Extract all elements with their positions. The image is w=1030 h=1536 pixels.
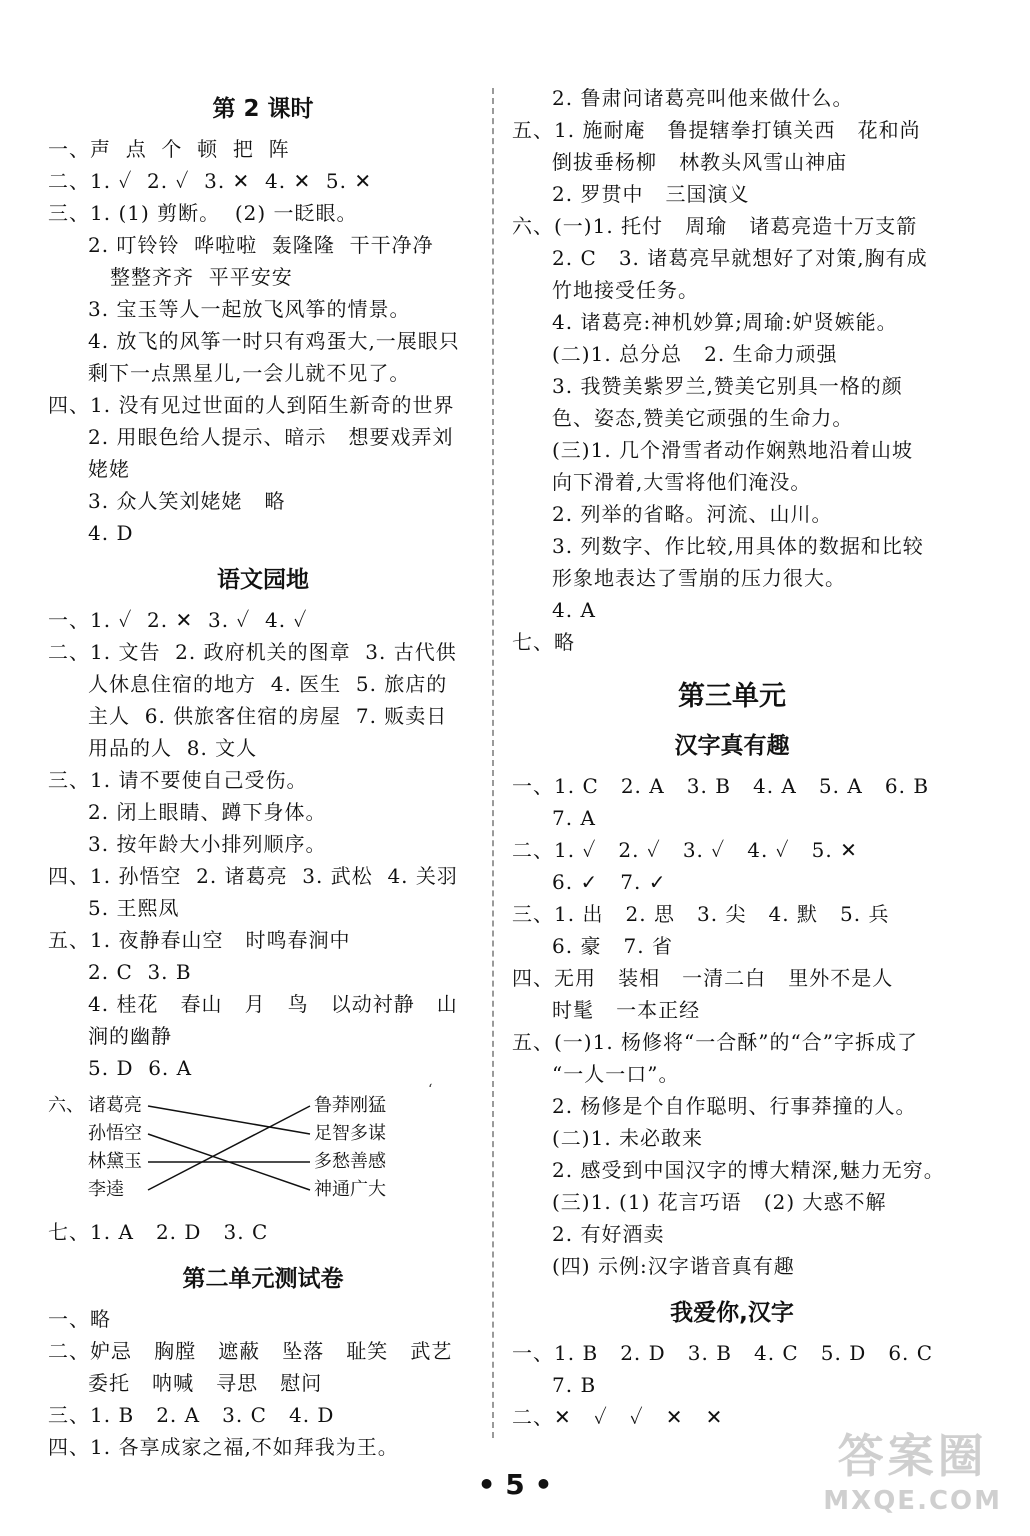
answer-line: 5. 王熙凤 <box>88 896 180 920</box>
answer-line: 三、1. B 2. A 3. C 4. D <box>48 1403 335 1427</box>
answer-line: 四、1. 孙悟空 2. 诸葛亮 3. 武松 4. 关羽 <box>48 864 458 888</box>
match-trait: 多愁善感 <box>314 1151 386 1172</box>
match-trait: 神通广大 <box>314 1179 386 1200</box>
answer-line: 2. 闭上眼睛、蹲下身体。 <box>88 800 327 824</box>
stray-mark: ‘ <box>428 1082 433 1098</box>
answer-line: 委托 呐喊 寻思 慰问 <box>88 1371 323 1395</box>
answer-line: 五、1. 夜静春山空 时鸣春涧中 <box>48 928 351 952</box>
answer-line: 3. 宝玉等人一起放飞风筝的情景。 <box>88 297 411 321</box>
answer-line: 七、1. A 2. D 3. C <box>48 1220 269 1244</box>
answer-line: 一、声 点 个 顿 把 阵 <box>48 137 290 161</box>
answer-line: 向下滑着,大雪将他们淹没。 <box>552 470 812 494</box>
left-column <box>48 78 478 1463</box>
section-title-lesson2: 第 2 课时 <box>212 96 314 122</box>
answer-line: 四、1. 各享成家之福,不如拜我为王。 <box>48 1435 399 1459</box>
answer-line: 二、1. ✓ 2. ✓ 3. ✕ 4. ✕ 5. ✕ <box>48 169 373 193</box>
answer-line: 3. 按年龄大小排列顺序。 <box>88 832 327 856</box>
matching-exercise <box>48 1088 478 1216</box>
answer-line: 姥姥 <box>88 457 130 481</box>
answer-line: (三)1. 几个滑雪者动作娴熟地沿着山坡 <box>552 438 914 462</box>
answer-line: 六、(一)1. 托付 周瑜 诸葛亮造十万支箭 <box>512 214 918 238</box>
answer-line: 五、1. 施耐庵 鲁提辖拳打镇关西 花和尚 <box>512 118 921 142</box>
answer-line: 7. A <box>552 806 596 830</box>
answer-line: 2. 叮铃铃 哗啦啦 轰隆隆 干干净净 <box>88 233 434 257</box>
match-name: 诸葛亮 <box>88 1095 142 1116</box>
answer-line: 四、无用 装相 一清二白 里外不是人 <box>512 966 894 990</box>
column-divider <box>492 88 494 1438</box>
watermark-logo <box>823 1420 1002 1516</box>
answer-line: 7. B <box>552 1373 597 1397</box>
answer-line: 二、1. 文告 2. 政府机关的图章 3. 古代供 <box>48 640 457 664</box>
matching-lines <box>48 1088 478 1216</box>
answer-line: 2. 用眼色给人提示、暗示 想要戏弄刘 <box>88 425 454 449</box>
answer-line: 三、1. 请不要使自己受伤。 <box>48 768 308 792</box>
answer-line: 二、1. ✓ 2. ✓ 3. ✓ 4. ✓ 5. ✕ <box>512 838 858 862</box>
match-trait: 鲁莽刚猛 <box>314 1095 386 1116</box>
answer-line: 2. 鲁肃问诸葛亮叫他来做什么。 <box>552 86 854 110</box>
answer-line: 2. C 3. 诸葛亮早就想好了对策,胸有成 <box>552 246 928 270</box>
unit-title: 第三单元 <box>678 681 786 712</box>
answer-line: 一、1. ✓ 2. ✕ 3. ✓ 4. ✓ <box>48 608 308 632</box>
answer-line: 三、1. (1) 剪断。 (2) 一眨眼。 <box>48 201 358 225</box>
answer-line: 4. A <box>552 598 596 622</box>
answer-line: 2. 列举的省略。河流、山川。 <box>552 502 833 526</box>
answer-line: 色、姿态,赞美它顽强的生命力。 <box>552 406 854 430</box>
answer-line: (二)1. 未必敢来 <box>552 1126 704 1150</box>
answer-line: 一、1. C 2. A 3. B 4. A 5. A 6. B <box>512 774 930 798</box>
answer-line: 2. 罗贯中 三国演义 <box>552 182 750 206</box>
section-title-love-hanzi: 我爱你,汉字 <box>670 1300 794 1326</box>
answer-line: 6. ✓ 7. ✓ <box>552 870 667 894</box>
match-trait: 足智多谋 <box>314 1123 386 1144</box>
answer-line: 5. D 6. A <box>88 1056 193 1080</box>
answer-line: 3. 众人笑刘姥姥 略 <box>88 489 286 513</box>
answer-line: 4. D <box>88 521 134 545</box>
answer-line: 五、(一)1. 杨修将“一合酥”的“合”字拆成了 <box>512 1030 918 1054</box>
match-line <box>148 1106 310 1134</box>
answer-line: 4. 放飞的风筝一时只有鸡蛋大,一展眼只 <box>88 329 460 353</box>
answer-line: 整整齐齐 平平安安 <box>110 265 293 289</box>
watermark-url: MXQE.COM <box>823 1486 1002 1516</box>
match-line <box>148 1106 310 1190</box>
answer-line: 倒拔垂杨柳 林教头风雪山神庙 <box>552 150 848 174</box>
answer-line: 竹地接受任务。 <box>552 278 699 302</box>
section-title-unit2-test: 第二单元测试卷 <box>182 1266 344 1292</box>
answer-line: 二、妒忌 胸膛 遮蔽 坠落 耻笑 武艺 <box>48 1339 453 1363</box>
answer-line: (二)1. 总分总 2. 生命力顽强 <box>552 342 838 366</box>
answer-line: 2. 感受到中国汉字的博大精深,魅力无穷。 <box>552 1158 945 1182</box>
answer-line: 时髦 一本正经 <box>552 998 701 1022</box>
watermark-text: 答案圈 <box>837 1429 988 1483</box>
answer-line: 剩下一点黑星儿,一会儿就不见了。 <box>88 361 411 385</box>
match-name: 林黛玉 <box>88 1151 142 1172</box>
section-title-chinese-garden: 语文园地 <box>217 567 309 593</box>
answer-line: 6. 豪 7. 省 <box>552 934 673 958</box>
answer-line: 七、略 <box>512 630 575 654</box>
page-number: • 5 • <box>477 1468 553 1501</box>
match-name: 李逵 <box>88 1179 124 1200</box>
answer-line: 2. 杨修是个自作聪明、行事莽撞的人。 <box>552 1094 917 1118</box>
answer-line: (三)1. (1) 花言巧语 (2) 大惑不解 <box>552 1190 887 1214</box>
answer-line: 形象地表达了雪崩的压力很大。 <box>552 566 846 590</box>
answer-line: 用品的人 8. 文人 <box>88 736 258 760</box>
answer-line: 涧的幽静 <box>88 1024 172 1048</box>
answer-line: 3. 我赞美紫罗兰,赞美它别具一格的颜 <box>552 374 903 398</box>
answer-line: 3. 列数字、作比较,用具体的数据和比较 <box>552 534 924 558</box>
answer-line: 三、1. 出 2. 思 3. 尖 4. 默 5. 兵 <box>512 902 890 926</box>
answer-line: 人休息住宿的地方 4. 医生 5. 旅店的 <box>88 672 448 696</box>
answer-line: 2. C 3. B <box>88 960 192 984</box>
answer-line: 一、1. B 2. D 3. B 4. C 5. D 6. C <box>512 1341 934 1365</box>
answer-line: 2. 有好酒卖 <box>552 1222 665 1246</box>
answer-line: 二、✕ ✓ ✓ ✕ ✕ <box>512 1405 724 1429</box>
answer-line: 4. 桂花 春山 月 鸟 以动衬静 山 <box>88 992 458 1016</box>
answer-line: 4. 诸葛亮:神机妙算;周瑜:妒贤嫉能。 <box>552 310 898 334</box>
matching-prefix: 六、 <box>48 1095 84 1116</box>
answer-line: 主人 6. 供旅客住宿的房屋 7. 贩卖日 <box>88 704 448 728</box>
answer-line: 一、略 <box>48 1307 111 1331</box>
match-name: 孙悟空 <box>88 1123 142 1144</box>
answer-line: (四) 示例:汉字谐音真有趣 <box>552 1254 795 1278</box>
section-title-hanzi-fun: 汉字真有趣 <box>674 733 790 759</box>
answer-line: 四、1. 没有见过世面的人到陌生新奇的世界 <box>48 393 455 417</box>
answer-line: “一人一口”。 <box>552 1062 680 1086</box>
right-column <box>512 82 952 1433</box>
